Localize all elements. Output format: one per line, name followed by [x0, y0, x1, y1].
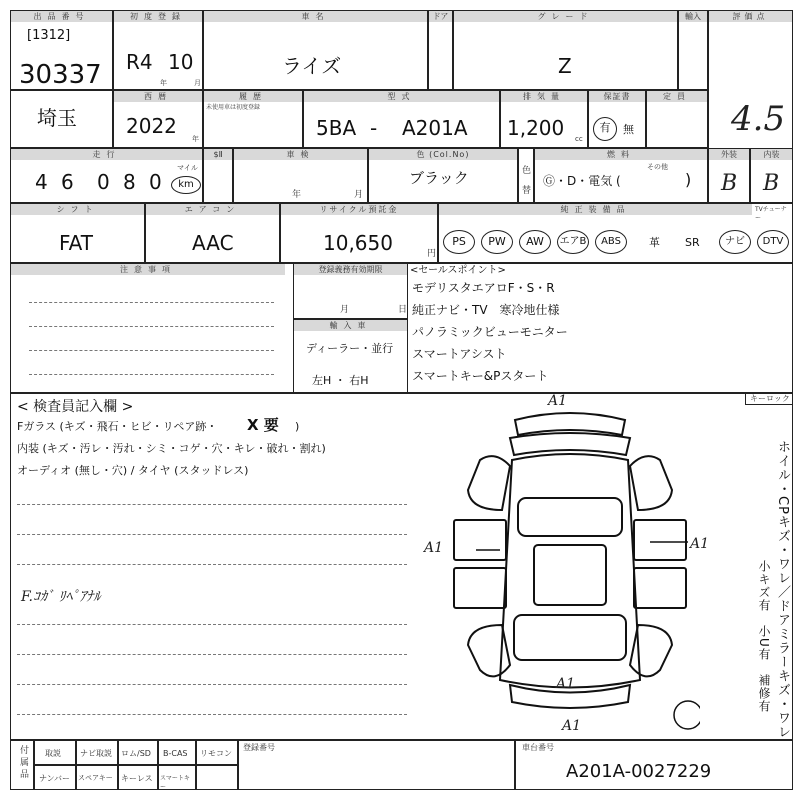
score-header: 評価点 — [709, 11, 792, 22]
tuner-label: TVチューナー — [755, 206, 787, 222]
model-cell — [303, 90, 500, 148]
import-type: ディーラー・並行 — [306, 342, 394, 355]
accessory-label: スマートキー — [160, 775, 190, 791]
accessory-rom — [118, 740, 158, 765]
exterior-header: 外装 — [709, 149, 749, 160]
inspector-line — [17, 564, 407, 565]
equip-sunroof: SR — [685, 236, 700, 249]
inspector-line — [17, 714, 407, 715]
chassis-number-cell — [515, 740, 793, 790]
interior-score-cell — [750, 148, 793, 203]
year-cell — [113, 90, 203, 148]
car-name-cell — [203, 10, 428, 90]
handle-side: 左H ・ 右H — [312, 374, 369, 387]
note-line — [29, 374, 274, 375]
door-cell — [428, 10, 453, 90]
damage-mark-left: A1 — [424, 540, 444, 556]
damage-mark-right: A1 — [690, 536, 710, 552]
mileage-digit-1: 4 — [35, 170, 48, 194]
displacement-cell — [500, 90, 588, 148]
fuel-cell — [534, 148, 708, 203]
windshield-close: ) — [295, 420, 300, 433]
damage-mark-front: A1 — [548, 393, 568, 409]
accessory-navi-manual — [76, 740, 118, 765]
car-name: ライズ — [282, 54, 342, 78]
accessories-side-label-cell — [10, 740, 34, 790]
accessory-label: ロム/SD — [121, 749, 151, 758]
caution-header: 注意事項 — [11, 264, 285, 275]
inspector-line — [17, 684, 407, 685]
mileage-digit-4: 8 — [123, 170, 136, 194]
history-header: 履歴 — [204, 91, 302, 102]
mileage-unit-miles: マイル — [177, 164, 198, 172]
side-legend-repair: 小キズ有 小U有 補修有 — [757, 560, 771, 713]
note-line — [29, 350, 274, 351]
prefecture: 埼玉 — [37, 106, 77, 130]
lot-code: [1312] — [27, 28, 71, 43]
chassis-number: A201A-0027229 — [566, 761, 712, 782]
overall-score: 4.5 — [731, 99, 786, 139]
lot-number-cell — [10, 10, 113, 90]
first-registration-header: 初度登録 — [114, 11, 202, 22]
recycle-unit: 円 — [427, 249, 437, 259]
accessory-keyless — [118, 765, 158, 790]
first-registration-era: R4 — [126, 50, 153, 74]
import-cell — [678, 10, 708, 90]
color-header: 色 (Col.No) — [369, 149, 517, 160]
model-year-unit: 年 — [192, 135, 199, 143]
warranty-header: 保証書 — [589, 91, 645, 102]
color-change-cell — [518, 148, 534, 203]
accessory-label: キーレス — [121, 774, 153, 783]
color-cell — [368, 148, 518, 203]
sales-point-5: スマートキー&Pスタート — [412, 369, 549, 383]
side-legend-damage: ホイル・CPキズ・ワレ／ドアミラーキズ・ワレ — [775, 440, 790, 739]
inspection-header: 車検 — [234, 149, 367, 160]
import-type-cell — [293, 319, 408, 393]
interior-score: B — [763, 171, 780, 196]
shift: FAT — [59, 231, 94, 255]
accessory-smart-key — [158, 765, 196, 790]
lot-number: 30337 — [19, 60, 102, 90]
month-unit: 月 — [194, 79, 201, 87]
inspector-line — [17, 504, 407, 505]
accessory-plate — [34, 765, 76, 790]
color-change-top: 色 — [522, 166, 532, 176]
sales-point-4: スマートアシスト — [412, 347, 507, 361]
sales-points-header: <セールスポイント> — [410, 265, 506, 276]
inspection-cell — [233, 148, 368, 203]
mileage-header: 走行 — [11, 149, 202, 160]
accessory-label: 取説 — [45, 749, 61, 758]
accessory-label: リモコン — [200, 749, 232, 758]
accessory-label: ナンバー — [39, 774, 71, 783]
grade-header: グレード — [454, 11, 677, 22]
sales-point-2: 純正ナビ・TV 寒冷地仕様 — [412, 303, 560, 317]
equip-ps: PS — [443, 230, 475, 254]
keylock-cell — [745, 393, 793, 405]
import-header: 輸入 — [679, 11, 707, 22]
displacement-header: 排気量 — [501, 91, 587, 102]
damage-mark-rear: A1 — [556, 676, 576, 692]
aircon-header: エアコン — [146, 204, 279, 215]
accessory-manual — [34, 740, 76, 765]
model-header: 型式 — [304, 91, 499, 102]
aircon: AAC — [192, 231, 234, 255]
sales-point-3: パノラミックビューモニター — [412, 325, 568, 339]
inspection-month-unit: 月 — [354, 190, 364, 200]
mileage-unit-km: km — [171, 176, 201, 194]
aircon-cell — [145, 203, 280, 263]
registration-number-label: 登録番号 — [243, 743, 275, 752]
capacity-header: 定員 — [647, 91, 707, 102]
expiry-day-unit: 日 — [398, 305, 408, 315]
registration-number-cell — [238, 740, 515, 790]
fuel: Ⓖ・D・電気 ( — [543, 174, 621, 188]
import-type-header: 輸入車 — [294, 320, 407, 331]
equipment-cell — [438, 203, 793, 263]
exterior-score: B — [721, 171, 738, 196]
accessory-label: B-CAS — [163, 749, 188, 758]
equip-pw: PW — [481, 230, 513, 254]
note-line — [29, 302, 274, 303]
interior-line: 内装 (キズ・汚レ・汚れ・シミ・コゲ・穴・キレ・破れ・割れ) — [17, 442, 326, 455]
sales-point-1: モデリスタエアロF・S・R — [412, 281, 555, 295]
equip-dtv: DTV — [757, 230, 789, 254]
note-line — [29, 326, 274, 327]
equip-navi: ナビ — [719, 230, 751, 254]
fuel-header: 燃料 — [535, 149, 707, 160]
mileage-cell — [10, 148, 203, 203]
first-registration-month: 10 — [168, 50, 194, 74]
model-code: A201A — [402, 116, 468, 140]
door-header: ドア — [429, 11, 452, 22]
grade: Z — [558, 54, 572, 78]
mileage-digit-5: 0 — [149, 170, 162, 194]
year-header: 西暦 — [114, 91, 202, 102]
accessory-spare-key — [76, 765, 118, 790]
recycle-fee: 10,650 — [323, 231, 393, 255]
windshield-mark: X 要 — [247, 416, 279, 434]
car-name-header: 車名 — [204, 11, 427, 22]
lot-number-header: 出品番号 — [11, 11, 112, 22]
equipment-header: 純正装備品 — [439, 204, 752, 215]
mileage-digit-2: 6 — [61, 170, 74, 194]
inspector-line — [17, 624, 407, 625]
accessory-label: スペアキー — [78, 774, 113, 782]
color-change-bottom: 替 — [522, 186, 532, 196]
model-year: 2022 — [126, 114, 177, 138]
fuel-close: ) — [685, 170, 692, 189]
warranty-no: 無 — [623, 123, 634, 136]
accessory-label: ナビ取説 — [80, 749, 112, 758]
chassis-number-label: 車台番号 — [522, 743, 554, 752]
inspector-line — [17, 534, 407, 535]
inspector-title: < 検査員記入欄 > — [17, 399, 134, 415]
color: ブラック — [409, 169, 469, 187]
equip-aw: AW — [519, 230, 551, 254]
registration-expiry-cell — [293, 263, 408, 319]
warning-cell — [203, 148, 233, 203]
year-unit: 年 — [160, 79, 167, 87]
accessory-blank — [196, 765, 238, 790]
grade-cell — [453, 10, 678, 90]
shift-cell — [10, 203, 145, 263]
displacement-unit: cc — [575, 135, 583, 143]
history-sub: 未使用車は初度登録 — [206, 104, 261, 111]
accessory-bcas — [158, 740, 196, 765]
handwritten-note: F.ｺｶﾞ ﾘﾍﾟｱﾅﾙ — [21, 589, 101, 605]
displacement: 1,200 — [507, 116, 565, 140]
score-cell — [708, 10, 793, 150]
keylock-label: キーロック — [750, 394, 790, 403]
audio-line: オーディオ (無し・穴) / タイヤ (スタッドレス) — [17, 464, 249, 477]
fuel-other: その他 — [647, 163, 668, 171]
model-prefix: 5BA — [316, 116, 357, 140]
recycle-cell — [280, 203, 438, 263]
warranty-yes: 有 — [593, 117, 617, 141]
mileage-digit-3: 0 — [97, 170, 110, 194]
first-registration-cell — [113, 10, 203, 90]
prefecture-cell — [10, 90, 113, 148]
expiry-month-unit: 月 — [340, 305, 350, 315]
model-dash: - — [370, 116, 378, 140]
history-cell — [203, 90, 303, 148]
damage-mark-bumper: A1 — [562, 718, 582, 734]
accessory-remote — [196, 740, 238, 765]
equip-leather: 革 — [649, 236, 660, 249]
recycle-header: リサイクル預託金 — [281, 204, 437, 215]
inspection-year-unit: 年 — [292, 190, 302, 200]
windshield-line: Fガラス (キズ・飛石・ヒビ・リペア跡・ — [17, 420, 218, 433]
registration-expiry-header: 登録義務有効期限 — [294, 264, 407, 275]
equip-airbag: エアB — [557, 230, 589, 254]
warning-header: $Ⅱ — [204, 149, 232, 160]
warranty-cell — [588, 90, 646, 148]
equip-abs: ABS — [595, 230, 627, 254]
exterior-score-cell — [708, 148, 750, 203]
inspector-line — [17, 654, 407, 655]
accessories-side-label: 付属品 — [18, 745, 28, 781]
capacity-cell — [646, 90, 708, 148]
shift-header: シフト — [11, 204, 144, 215]
interior-header: 内装 — [751, 149, 792, 160]
